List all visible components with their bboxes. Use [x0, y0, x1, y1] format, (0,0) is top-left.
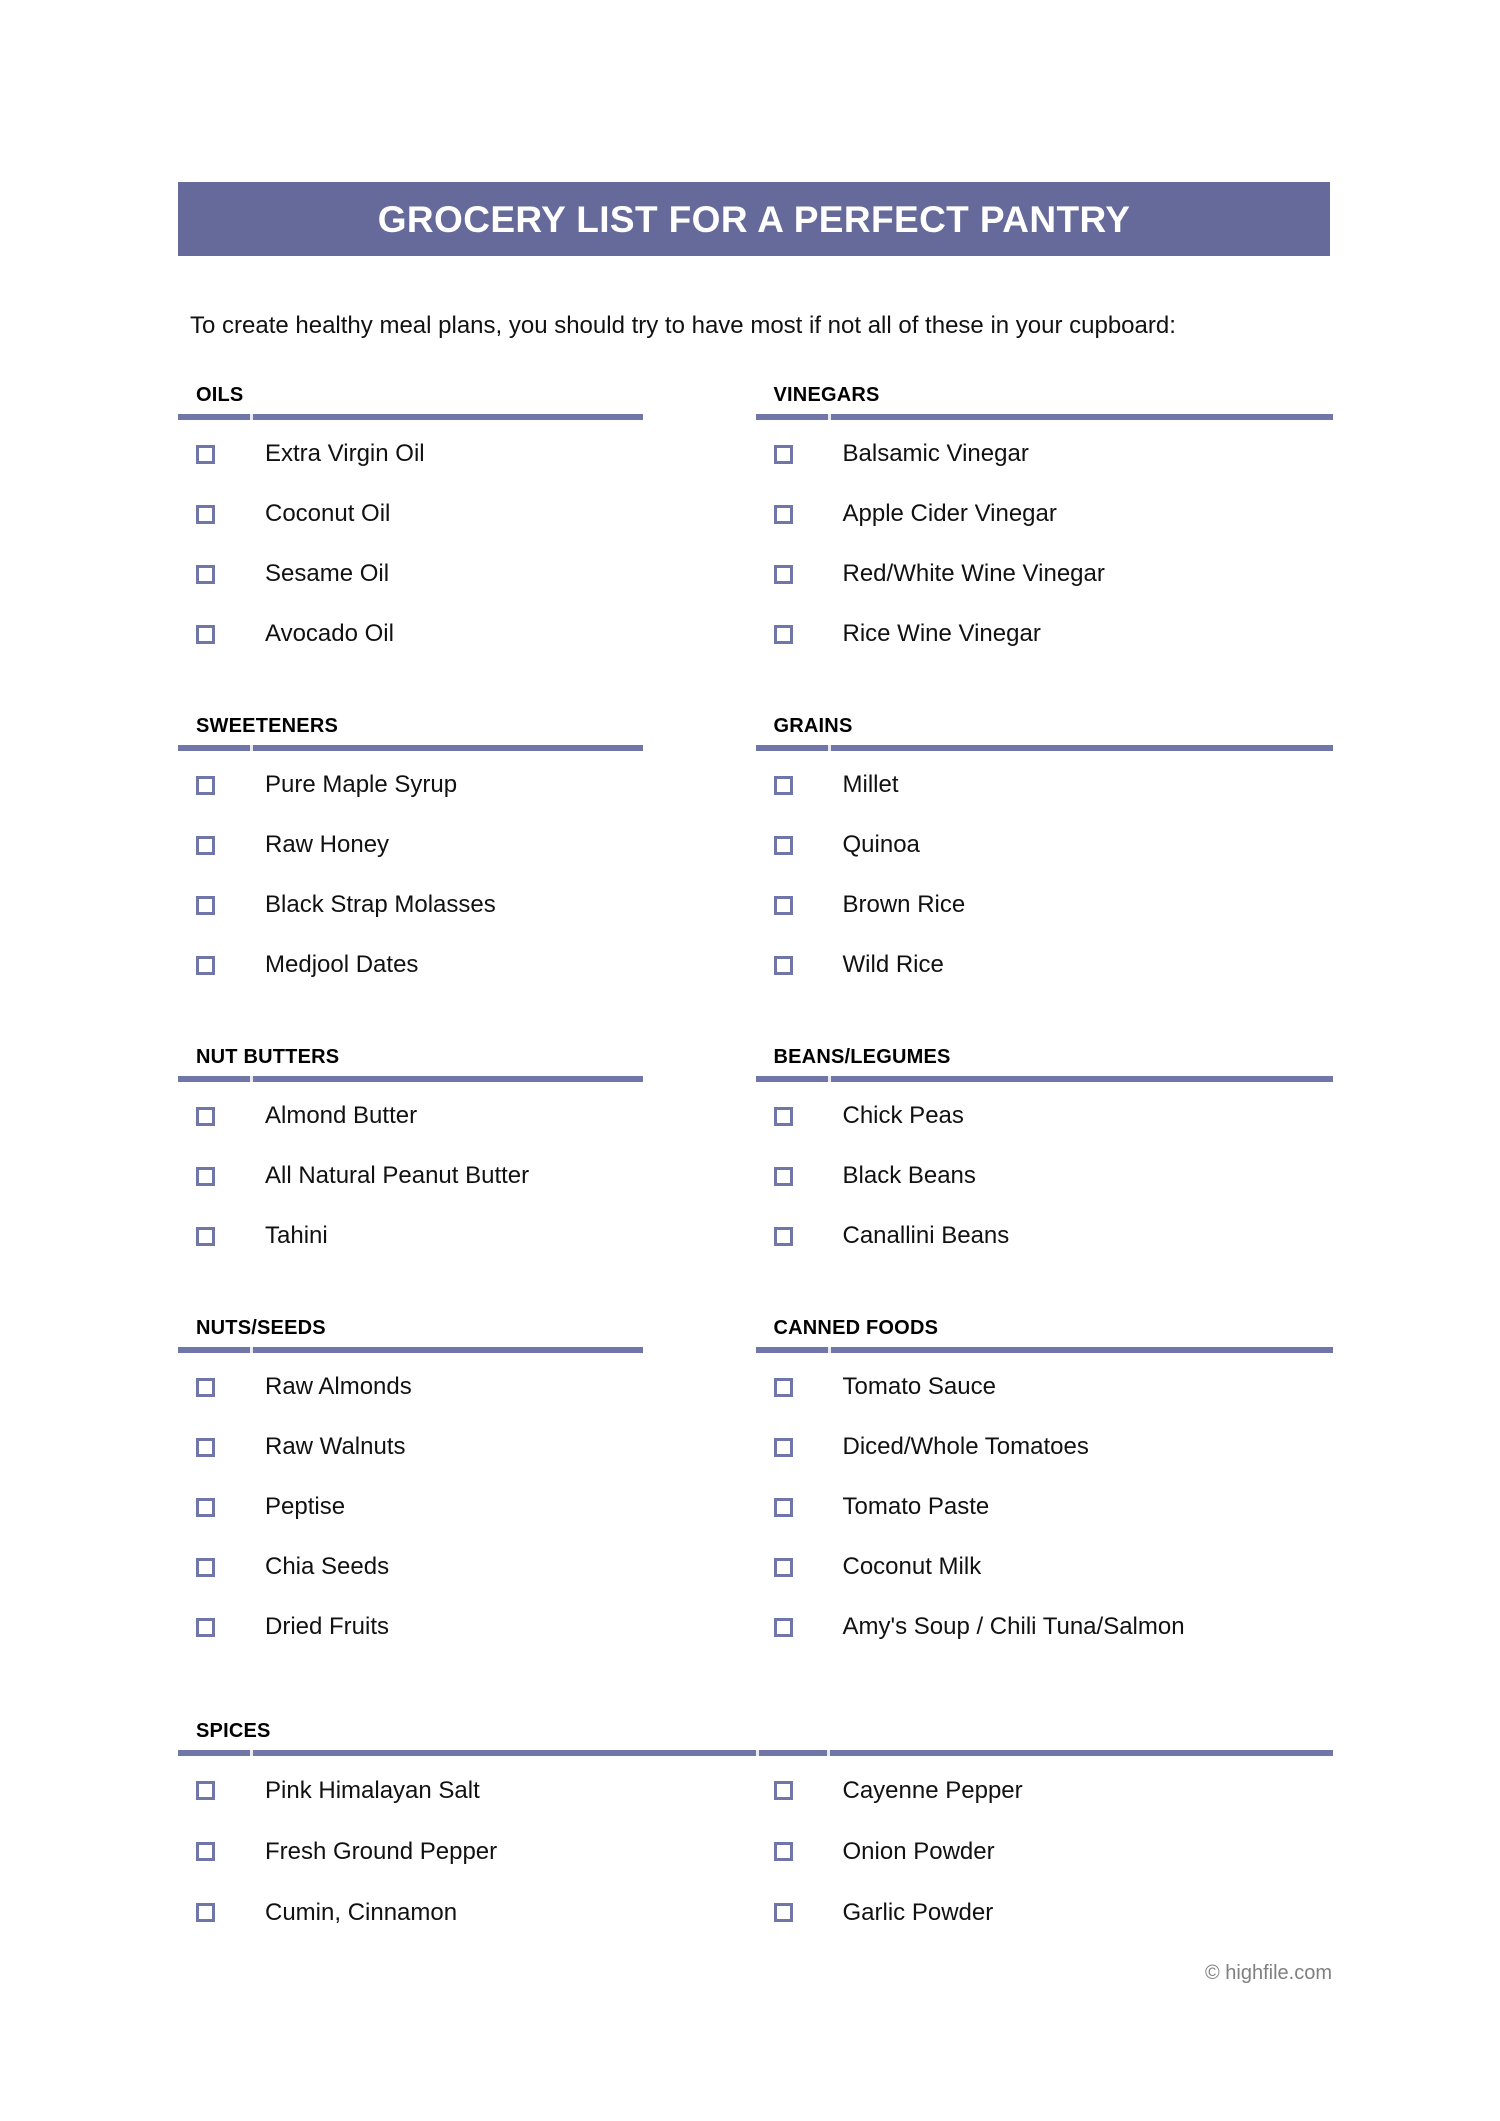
list-item[interactable]	[756, 424, 1334, 484]
checkbox-icon[interactable]	[774, 896, 793, 915]
list-item[interactable]	[756, 1882, 1334, 1943]
checkbox-icon[interactable]	[774, 956, 793, 975]
checkbox-icon[interactable]	[774, 1558, 793, 1577]
section-heading-beans-legumes: BEANS/LEGUMES	[773, 1046, 951, 1068]
item-list-grains	[756, 755, 1334, 995]
checkbox-icon[interactable]	[196, 1558, 215, 1577]
list-item[interactable]	[178, 544, 643, 604]
list-item[interactable]	[178, 424, 643, 484]
section-spacer	[178, 1266, 1333, 1318]
checkbox-icon[interactable]	[774, 1438, 793, 1457]
list-item[interactable]	[178, 1760, 756, 1821]
item-label: Rice Wine Vinegar	[842, 620, 1041, 647]
list-item[interactable]	[178, 755, 643, 815]
checkbox-icon[interactable]	[774, 776, 793, 795]
item-list-vinegars	[756, 424, 1334, 664]
checkbox-icon[interactable]	[196, 505, 215, 524]
list-item[interactable]	[178, 1537, 643, 1597]
list-item[interactable]	[178, 1086, 643, 1146]
checkbox-icon[interactable]	[196, 1378, 215, 1397]
list-item[interactable]	[756, 1537, 1334, 1597]
checkbox-icon[interactable]	[196, 1167, 215, 1186]
checkbox-icon[interactable]	[774, 836, 793, 855]
item-label: Almond Butter	[265, 1102, 418, 1129]
item-label: Coconut Oil	[265, 500, 391, 527]
item-label: Garlic Powder	[842, 1898, 994, 1926]
item-label: Brown Rice	[842, 891, 966, 918]
checkbox-icon[interactable]	[774, 1167, 793, 1186]
checkbox-icon[interactable]	[774, 1227, 793, 1246]
checkbox-icon[interactable]	[774, 445, 793, 464]
section-row-nutsseeds-canned	[178, 1318, 1333, 1657]
checkbox-icon[interactable]	[196, 1781, 215, 1800]
item-label: Apple Cider Vinegar	[842, 500, 1057, 527]
item-label: Cayenne Pepper	[842, 1776, 1023, 1804]
item-label: Black Beans	[842, 1162, 976, 1189]
item-label: Medjool Dates	[265, 951, 419, 978]
list-item[interactable]	[178, 604, 643, 664]
list-item[interactable]	[178, 1597, 643, 1657]
item-list-oils	[178, 424, 643, 664]
item-label: Raw Honey	[265, 831, 390, 858]
section-divider-canned-foods	[756, 1347, 1334, 1353]
list-item[interactable]	[756, 1206, 1334, 1266]
checkbox-icon[interactable]	[774, 565, 793, 584]
item-label: Wild Rice	[842, 951, 944, 978]
section-divider-vinegars	[756, 414, 1334, 420]
section-spacer	[178, 664, 1333, 716]
list-item[interactable]	[178, 1357, 643, 1417]
section-divider-sweeteners	[178, 745, 643, 751]
divider-tick	[827, 1750, 830, 1756]
item-label: Avocado Oil	[265, 620, 394, 647]
section-spacer	[178, 995, 1333, 1047]
list-item[interactable]	[756, 1821, 1334, 1882]
item-list-canned-foods	[756, 1357, 1334, 1657]
item-label: Raw Almonds	[265, 1373, 412, 1400]
item-label: Black Strap Molasses	[265, 891, 496, 918]
checkbox-icon[interactable]	[196, 896, 215, 915]
list-item[interactable]	[178, 815, 643, 875]
section-row-oils-vinegars	[178, 385, 1333, 664]
list-item[interactable]	[756, 1086, 1334, 1146]
section-heading-oils: OILS	[196, 384, 244, 406]
section-divider-beans-legumes	[756, 1076, 1334, 1082]
section-grains	[756, 716, 1334, 995]
item-label: Raw Walnuts	[265, 1433, 406, 1460]
section-nuts-seeds	[178, 1318, 756, 1657]
checkbox-icon[interactable]	[196, 1498, 215, 1517]
item-list-sweeteners	[178, 755, 643, 995]
list-item[interactable]	[178, 935, 643, 995]
checkbox-icon[interactable]	[196, 1107, 215, 1126]
checkbox-icon[interactable]	[196, 776, 215, 795]
item-label: Diced/Whole Tomatoes	[842, 1433, 1089, 1460]
section-nut-butters	[178, 1047, 756, 1266]
checkbox-icon[interactable]	[196, 1618, 215, 1637]
section-spices	[178, 1721, 1333, 1943]
item-list-spices	[178, 1760, 1333, 1943]
section-heading-grains: GRAINS	[773, 715, 853, 737]
item-label: Chia Seeds	[265, 1553, 390, 1580]
section-divider-grains	[756, 745, 1334, 751]
section-heading-sweeteners: SWEETENERS	[196, 715, 339, 737]
item-label: Canallini Beans	[842, 1222, 1010, 1249]
checkbox-icon[interactable]	[774, 625, 793, 644]
section-heading-vinegars: VINEGARS	[773, 384, 880, 406]
list-item[interactable]	[178, 484, 643, 544]
list-item[interactable]	[756, 1760, 1334, 1821]
section-divider-nuts-seeds	[178, 1347, 643, 1353]
section-canned-foods	[756, 1318, 1334, 1657]
list-item[interactable]	[178, 1882, 756, 1943]
section-row-sweeteners-grains	[178, 716, 1333, 995]
section-spacer	[178, 1657, 1333, 1721]
checklist-content	[178, 385, 1333, 1943]
list-item[interactable]	[756, 1597, 1334, 1657]
item-label: Pink Himalayan Salt	[265, 1776, 480, 1804]
checkbox-icon[interactable]	[196, 1227, 215, 1246]
item-label: Cumin, Cinnamon	[265, 1898, 458, 1926]
section-beans-legumes	[756, 1047, 1334, 1266]
section-heading-nut-butters: NUT BUTTERS	[196, 1046, 340, 1068]
item-list-nut-butters	[178, 1086, 643, 1266]
list-item[interactable]	[756, 1357, 1334, 1417]
list-item[interactable]	[756, 544, 1334, 604]
item-label: Amy's Soup / Chili Tuna/Salmon	[842, 1613, 1185, 1640]
list-item[interactable]	[756, 604, 1334, 664]
section-heading-spices: SPICES	[196, 1720, 271, 1742]
section-row-nutbutters-beans	[178, 1047, 1333, 1266]
section-heading-nuts-seeds: NUTS/SEEDS	[196, 1317, 326, 1339]
checkbox-icon[interactable]	[774, 1618, 793, 1637]
intro-paragraph: To create healthy meal plans, you should try to have most if not all of these in your cupboard:	[190, 312, 1176, 339]
list-item[interactable]	[756, 815, 1334, 875]
section-heading-canned-foods: CANNED FOODS	[773, 1317, 939, 1339]
section-oils	[178, 385, 756, 664]
list-item[interactable]	[178, 1206, 643, 1266]
item-list-nuts-seeds	[178, 1357, 643, 1657]
list-item[interactable]	[178, 1146, 643, 1206]
list-item[interactable]	[756, 484, 1334, 544]
item-label: Quinoa	[842, 831, 920, 858]
checkbox-icon[interactable]	[774, 1781, 793, 1800]
item-label: Chick Peas	[842, 1102, 964, 1129]
section-divider-oils	[178, 414, 643, 420]
checkbox-icon[interactable]	[774, 1107, 793, 1126]
checkbox-icon[interactable]	[774, 505, 793, 524]
footer-credit: © highfile.com	[1204, 1962, 1332, 1984]
checkbox-icon[interactable]	[774, 1842, 793, 1861]
item-list-beans-legumes	[756, 1086, 1334, 1266]
item-label: Extra Virgin Oil	[265, 440, 425, 467]
list-item[interactable]	[756, 1477, 1334, 1537]
checkbox-icon[interactable]	[196, 445, 215, 464]
item-label: Tomato Sauce	[842, 1373, 996, 1400]
checkbox-icon[interactable]	[774, 1498, 793, 1517]
list-item[interactable]	[178, 1477, 643, 1537]
list-item[interactable]	[756, 935, 1334, 995]
page-title-banner	[178, 182, 1330, 256]
list-item[interactable]	[178, 1821, 756, 1882]
checkbox-icon[interactable]	[196, 1842, 215, 1861]
item-label: Red/White Wine Vinegar	[842, 560, 1105, 587]
section-row-spices	[178, 1721, 1333, 1943]
item-label: Dried Fruits	[265, 1613, 390, 1640]
item-label: Fresh Ground Pepper	[265, 1837, 498, 1865]
checkbox-icon[interactable]	[774, 1903, 793, 1922]
checkbox-icon[interactable]	[196, 956, 215, 975]
item-label: Tahini	[265, 1222, 328, 1249]
section-divider-spices	[178, 1750, 1333, 1756]
list-item[interactable]	[178, 1417, 643, 1477]
section-divider-nut-butters	[178, 1076, 643, 1082]
checkbox-icon[interactable]	[774, 1378, 793, 1397]
checkbox-icon[interactable]	[196, 1438, 215, 1457]
item-label: Peptise	[265, 1493, 346, 1520]
item-label: Millet	[842, 771, 899, 798]
list-item[interactable]	[756, 1417, 1334, 1477]
item-label: All Natural Peanut Butter	[265, 1162, 530, 1189]
item-label: Pure Maple Syrup	[265, 771, 458, 798]
item-label: Balsamic Vinegar	[842, 440, 1029, 467]
checkbox-icon[interactable]	[196, 565, 215, 584]
section-vinegars	[756, 385, 1334, 664]
list-item[interactable]	[178, 875, 643, 935]
page-title: GROCERY LIST FOR A PERFECT PANTRY	[377, 198, 1131, 240]
item-label: Tomato Paste	[842, 1493, 990, 1520]
item-label: Coconut Milk	[842, 1553, 982, 1580]
item-label: Onion Powder	[842, 1837, 995, 1865]
section-sweeteners	[178, 716, 756, 995]
checkbox-icon[interactable]	[196, 625, 215, 644]
list-item[interactable]	[756, 755, 1334, 815]
list-item[interactable]	[756, 1146, 1334, 1206]
checkbox-icon[interactable]	[196, 836, 215, 855]
checkbox-icon[interactable]	[196, 1903, 215, 1922]
item-label: Sesame Oil	[265, 560, 390, 587]
list-item[interactable]	[756, 875, 1334, 935]
